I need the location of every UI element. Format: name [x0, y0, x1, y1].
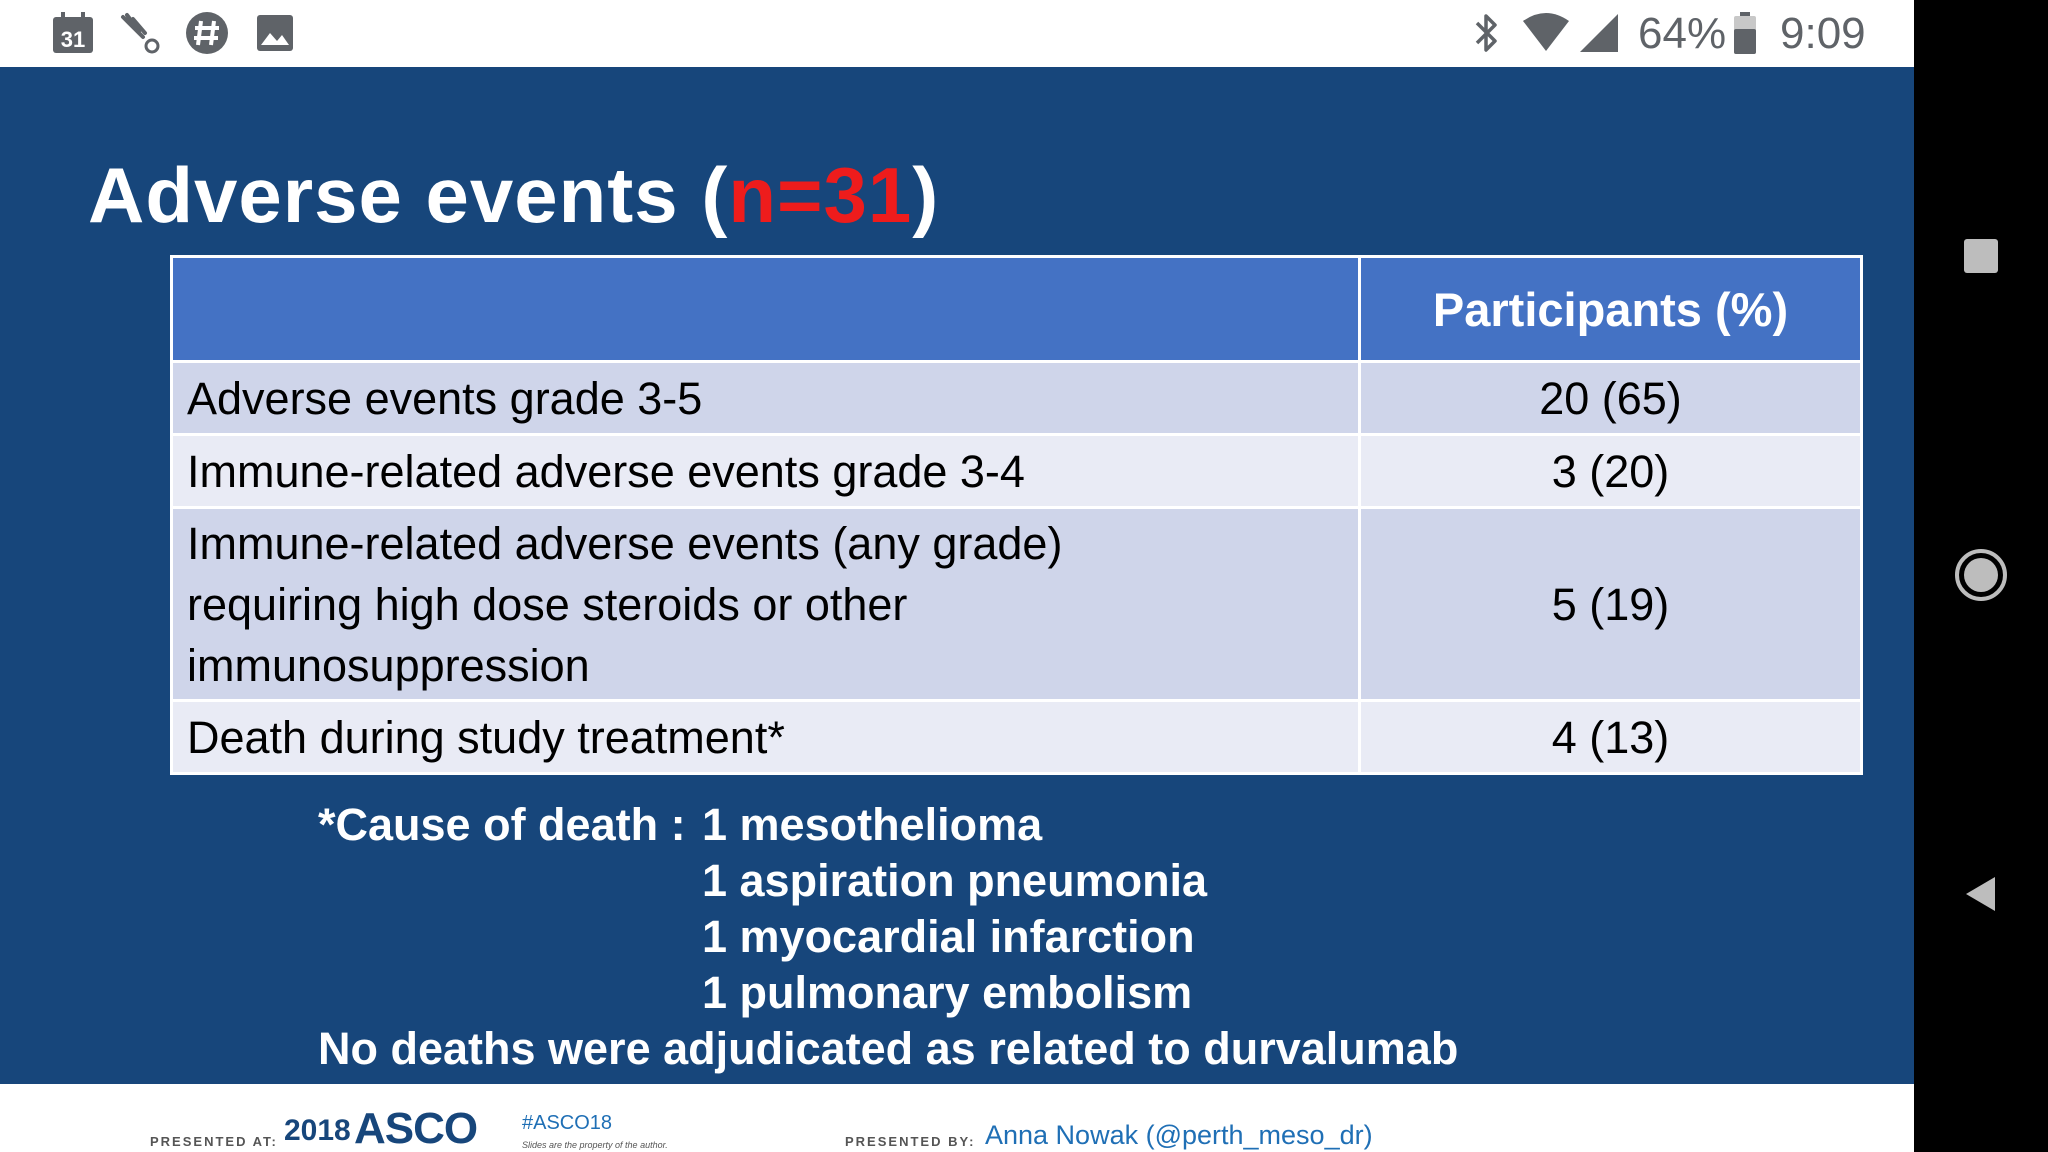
footnote-label: *Cause of death : [318, 799, 686, 850]
hashtag-app-icon [184, 10, 230, 56]
slide-title [88, 150, 939, 241]
asco-logo: ASCO [354, 1104, 478, 1152]
presented-by-label: PRESENTED BY: [845, 1134, 976, 1149]
network-activity-icon [118, 10, 164, 56]
presented-at-label: PRESENTED AT: [150, 1134, 278, 1149]
row-label [172, 508, 1360, 701]
home-button[interactable] [1914, 525, 2048, 625]
conference-hashtag: #ASCO18 [522, 1112, 613, 1134]
back-icon [1961, 874, 2001, 914]
asco-year: 2018 [284, 1114, 351, 1147]
image-icon [252, 10, 298, 56]
calendar-date: 31 [60, 27, 86, 52]
table-row [172, 508, 1862, 701]
table-row [172, 362, 1862, 435]
slide-footer [0, 1084, 1914, 1152]
recents-icon [1961, 236, 2001, 276]
back-button[interactable] [1914, 844, 2048, 944]
table-header-participants: Participants (%) [1360, 257, 1862, 362]
cause-item: 1 mesothelioma [702, 799, 1043, 850]
cause-of-death-footnote [318, 797, 1458, 1077]
row-label-line: immunosuppression [187, 639, 590, 691]
cause-item: 1 myocardial infarction [702, 911, 1195, 962]
bluetooth-icon [1468, 10, 1504, 56]
row-value: 20 (65) [1360, 362, 1862, 435]
clock: 9:09 [1780, 9, 1866, 58]
adverse-events-table [170, 255, 1863, 775]
cause-item: 1 aspiration pneumonia [702, 855, 1208, 906]
home-icon [1953, 547, 2009, 603]
status-bar [0, 0, 1914, 67]
row-label-line: requiring high dose steroids or other [187, 578, 908, 630]
cell-signal-icon [1576, 10, 1622, 56]
title-prefix: Adverse events ( [88, 151, 729, 239]
wifi-icon [1520, 10, 1572, 56]
table-header-label [172, 257, 1360, 362]
battery-percent: 64% [1638, 9, 1727, 58]
presenter-name: Anna Nowak (@perth_meso_dr) [985, 1120, 1373, 1150]
table-row [172, 701, 1862, 774]
row-value: 5 (19) [1360, 508, 1862, 701]
row-value: 3 (20) [1360, 435, 1862, 508]
recents-button[interactable] [1914, 206, 2048, 306]
row-label-line: Immune-related adverse events (any grade) [187, 517, 1063, 569]
presentation-slide [0, 67, 1914, 1152]
row-value: 4 (13) [1360, 701, 1862, 774]
cause-item: 1 pulmonary embolism [702, 967, 1193, 1018]
calendar-icon [50, 10, 96, 56]
table-row [172, 435, 1862, 508]
row-label: Death during study treatment* [172, 701, 1360, 774]
title-suffix: ) [912, 151, 940, 239]
row-label: Immune-related adverse events grade 3-4 [172, 435, 1360, 508]
table-header-row [172, 257, 1862, 362]
footnote-note: No deaths were adjudicated as related to durvalumab [318, 1023, 1459, 1074]
title-sample-size: n=31 [728, 151, 913, 239]
battery-icon [1730, 10, 1760, 56]
slides-property-note: Slides are the property of the author. [522, 1140, 668, 1150]
row-label: Adverse events grade 3-5 [172, 362, 1360, 435]
navigation-bar [1914, 0, 2048, 1152]
